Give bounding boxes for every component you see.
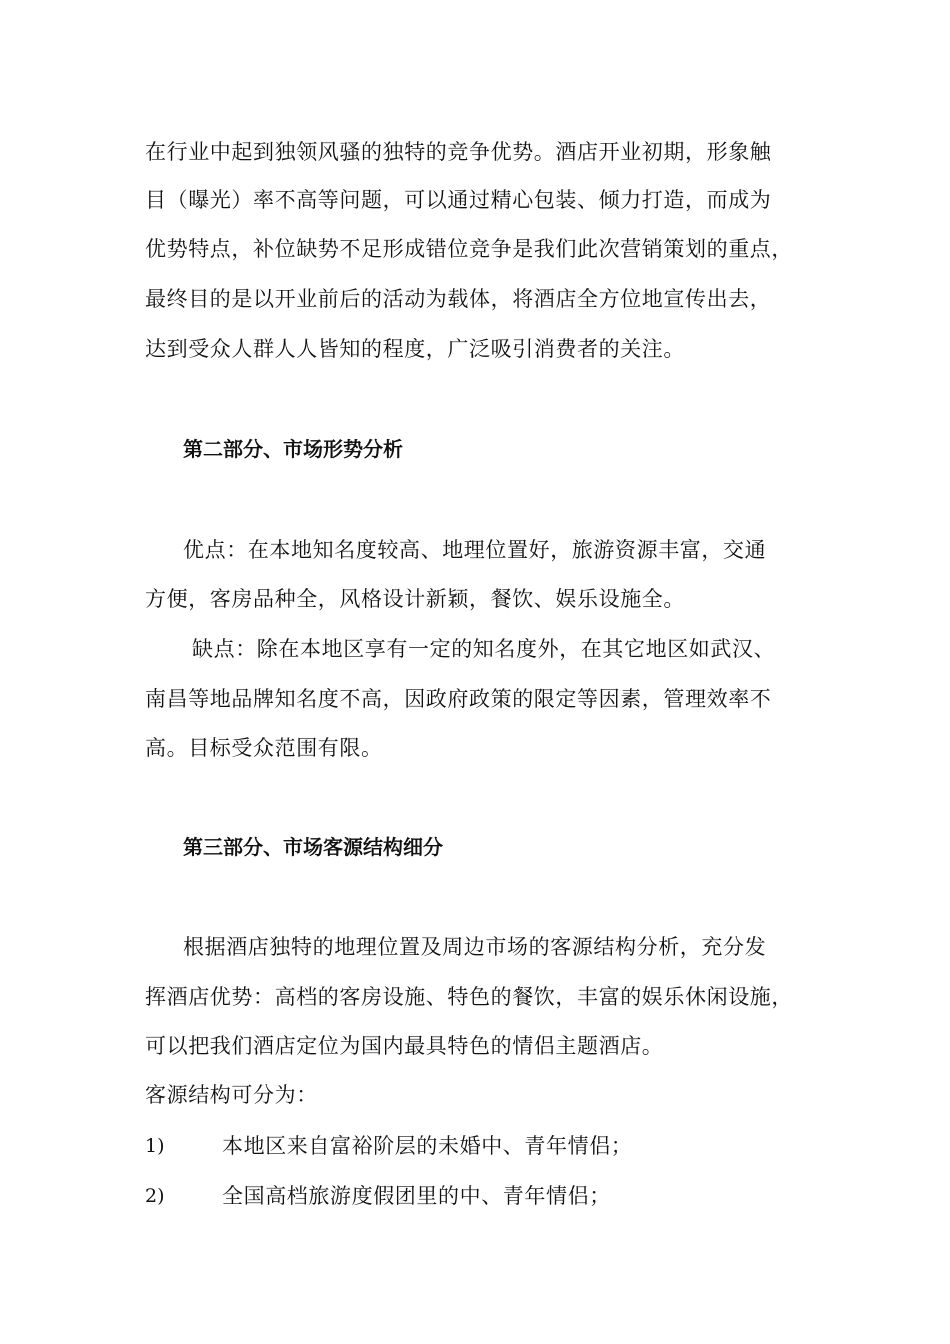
- section-2-heading: 第二部分、市场形势分析: [183, 437, 403, 461]
- intro-line: 目（曝光）率不高等问题，可以通过精心包装、倾力打造，而成为: [145, 188, 772, 212]
- section-2-line: 缺点：除在本地区享有一定的知名度外，在其它地区如武汉、: [192, 637, 776, 661]
- section-3-line: 根据酒店独特的地理位置及周边市场的客源结构分析，充分发: [183, 935, 767, 959]
- list-item-number: 1): [145, 1135, 165, 1157]
- intro-line: 优势特点，补位缺势不足形成错位竞争是我们此次营销策划的重点，: [145, 237, 793, 261]
- intro-line: 最终目的是以开业前后的活动为载体，将酒店全方位地宣传出去，: [145, 287, 772, 311]
- section-3-line: 可以把我们酒店定位为国内最具特色的情侣主题酒店。: [145, 1034, 664, 1058]
- section-2-line: 高。目标受众范围有限。: [145, 736, 383, 760]
- section-3-line: 挥酒店优势：高档的客房设施、特色的餐饮，丰富的娱乐休闲设施，: [145, 985, 793, 1009]
- list-item-number: 2): [145, 1185, 165, 1207]
- section-3-line: 客源结构可分为：: [145, 1083, 318, 1107]
- list-item-text: 全国高档旅游度假团里的中、青年情侣；: [222, 1184, 611, 1208]
- section-3-heading: 第三部分、市场客源结构细分: [183, 835, 443, 859]
- intro-line: 达到受众人群人人皆知的程度，广泛吸引消费者的关注。: [145, 337, 685, 361]
- intro-line: 在行业中起到独领风骚的独特的竞争优势。酒店开业初期，形象触: [145, 140, 772, 164]
- section-2-line: 优点：在本地知名度较高、地理位置好，旅游资源丰富，交通: [183, 538, 767, 562]
- section-2-line: 方便，客房品种全，风格设计新颖，餐饮、娱乐设施全。: [145, 587, 685, 611]
- list-item-text: 本地区来自富裕阶层的未婚中、青年情侣；: [222, 1134, 633, 1158]
- section-2-line: 南昌等地品牌知名度不高，因政府政策的限定等因素，管理效率不: [145, 687, 772, 711]
